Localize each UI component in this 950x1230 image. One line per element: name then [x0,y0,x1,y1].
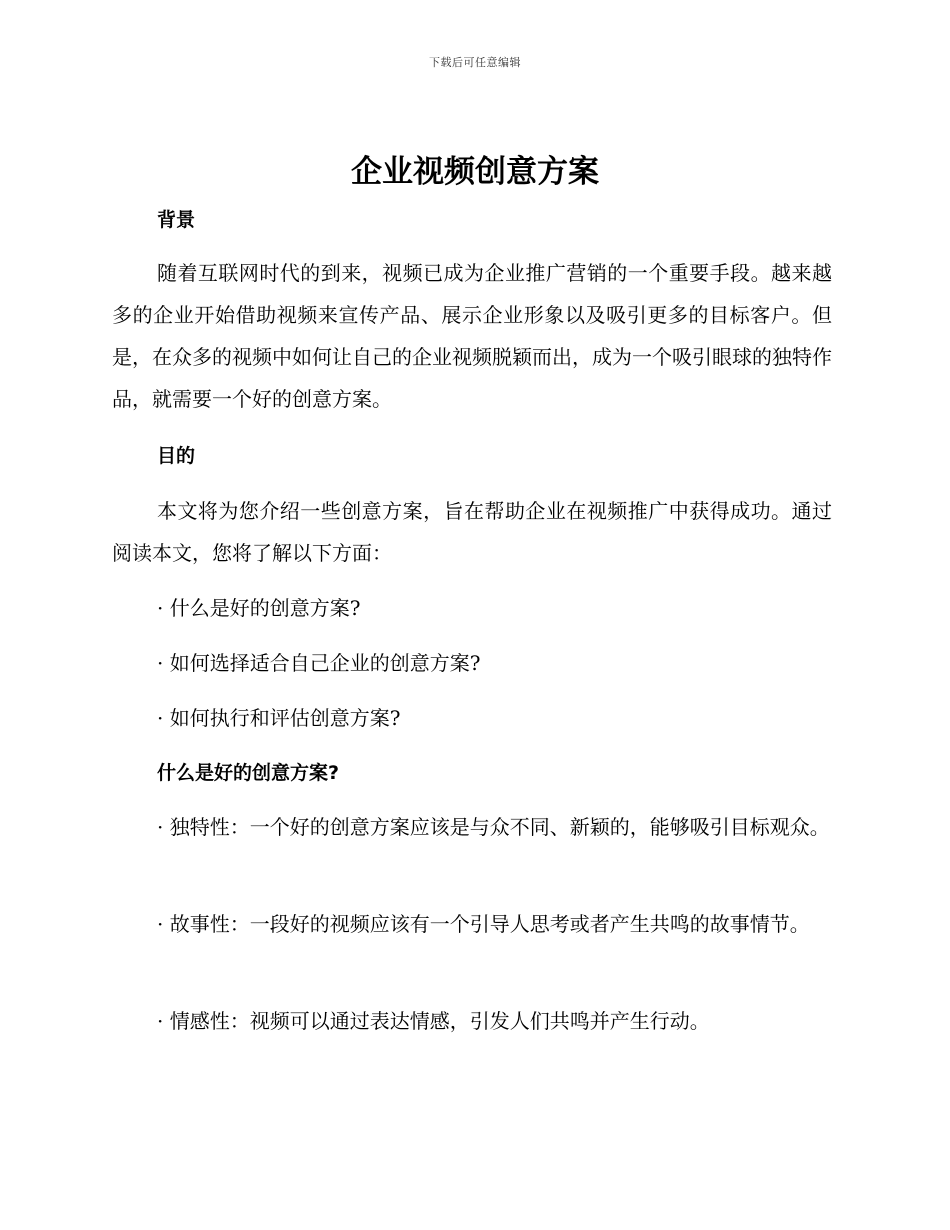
list-item-purpose-2: · 如何选择适合自己企业的创意方案? [157,651,481,675]
list-item-good-plan-3: · 情感性：视频可以通过表达情感，引发人们共鸣并产生行动。 [157,1009,710,1033]
list-item-purpose-3: · 如何执行和评估创意方案? [157,706,401,730]
paragraph-purpose: 本文将为您介绍一些创意方案，旨在帮助企业在视频推广中获得成功。通过阅读本文，您将了解以下方面： [112,499,832,565]
list-item-purpose-1: · 什么是好的创意方案? [157,596,361,620]
list-item-good-plan-1: · 独特性：一个好的创意方案应该是与众不同、新颖的，能够吸引目标观众。 [157,815,830,839]
list-item-good-plan-2: · 故事性：一段好的视频应该有一个引导人思考或者产生共鸣的故事情节。 [157,912,810,936]
heading-background: 背景 [157,209,196,231]
heading-purpose: 目的 [157,445,196,467]
paragraph-background: 随着互联网时代的到来，视频已成为企业推广营销的一个重要手段。越来越多的企业开始借助视频来宣传产品、展示企业形象以及吸引更多的目标客户。但是，在众多的视频中如何让自己的企业视频脱颖而出，成为一个吸引眼球的独特作品，就需要一个好的创意方案。 [112,261,832,411]
heading-good-plan: 什么是好的创意方案? [157,762,340,784]
header-note: 下载后可任意编辑 [429,56,521,69]
document-title: 企业视频创意方案 [351,154,599,190]
